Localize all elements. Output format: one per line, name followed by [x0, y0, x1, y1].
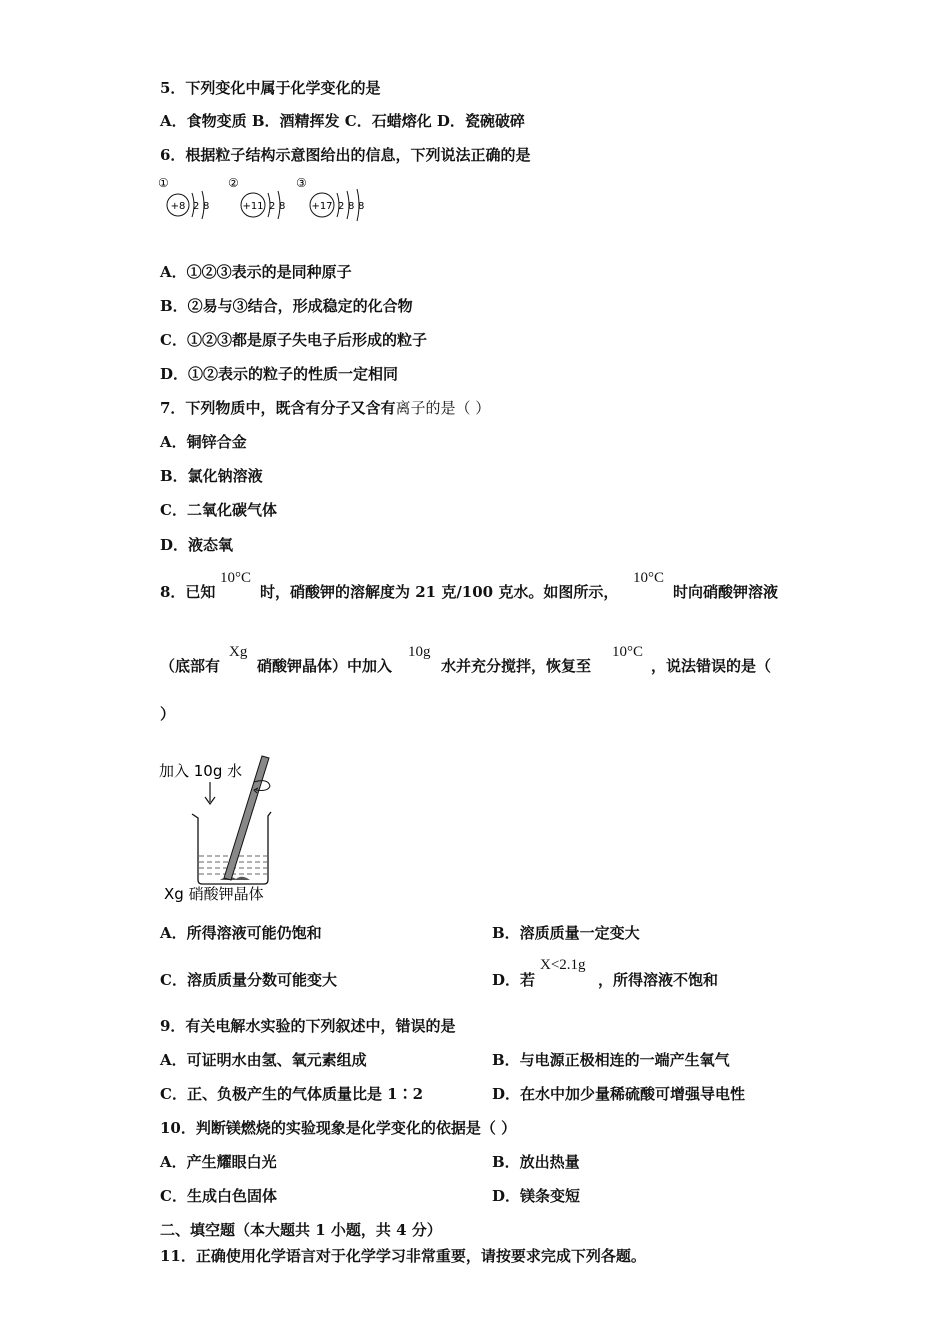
- particle-3-shell-2: 8: [348, 201, 355, 212]
- q7-option-b: B．氯化钠溶液: [160, 467, 263, 485]
- particle-1: [158, 176, 209, 219]
- q9-option-c: C．正、负极产生的气体质量比是 1∶2: [160, 1085, 424, 1103]
- q10-option-a: A．产生耀眼白光: [160, 1153, 277, 1171]
- q6-option-a: A．①②③表示的是同种原子: [160, 263, 352, 281]
- q10-option-b: B．放出热量: [492, 1153, 580, 1171]
- particle-1-shell-1: 2: [193, 201, 200, 212]
- q6-option-d: D．①②表示的粒子的性质一定相同: [160, 365, 399, 383]
- q8-condition: X<2.1g: [540, 957, 586, 973]
- particle-3: [296, 176, 364, 221]
- q8-line3: ）: [160, 705, 176, 723]
- beaker-crystal-label: Xg 硝酸钾晶体: [164, 885, 264, 903]
- q10-option-c: C．生成白色固体: [160, 1187, 277, 1205]
- particle-1-nucleus: +8: [170, 201, 186, 212]
- q7-stem-rest: 离子的是（ ）: [395, 399, 491, 417]
- q9-option-a: A．可证明水由氢、氧元素组成: [160, 1051, 367, 1069]
- q8-option-c: C．溶质质量分数可能变大: [160, 971, 337, 989]
- particle-2-shell-1: 2: [269, 201, 276, 212]
- q5-options: A．食物变质 B．酒精挥发 C．石蜡熔化 D．瓷碗破碎: [160, 112, 525, 130]
- q8-temp-2: 10°C: [633, 570, 665, 586]
- particle-1-shell-2: 8: [203, 201, 210, 212]
- q7-option-a: A．铜锌合金: [160, 433, 247, 451]
- particle-2-shell-2: 8: [279, 201, 286, 212]
- q8-temp-1: 10°C: [220, 570, 252, 586]
- q7-stem: [160, 398, 490, 418]
- q8-line1-a: 8．已知: [160, 583, 216, 601]
- q8-option-d-prefix: D．若: [492, 971, 536, 989]
- q8-line2-d: ，说法错误的是（: [651, 657, 772, 675]
- q8-line2-b: 硝酸钾晶体）中加入: [257, 657, 393, 675]
- q8-line2-c: 水并充分搅拌，恢复至: [441, 657, 592, 675]
- q6-stem: 6．根据粒子结构示意图给出的信息，下列说法正确的是: [160, 146, 531, 164]
- particle-3-nucleus: +17: [311, 201, 333, 212]
- q7-option-c: C．二氧化碳气体: [160, 501, 277, 519]
- q8-option-a: A．所得溶液可能仍饱和: [160, 924, 322, 942]
- q6-option-b: B．②易与③结合，形成稳定的化合物: [160, 297, 413, 315]
- q8-option-b: B．溶质质量一定变大: [492, 924, 640, 942]
- q8-temp-3: 10°C: [612, 644, 644, 660]
- particle-2-nucleus: +11: [242, 201, 264, 212]
- q9-option-b: B．与电源正极相连的一端产生氧气: [492, 1051, 730, 1069]
- q8-10g: 10g: [408, 644, 431, 660]
- q9-option-d: D．在水中加少量稀硫酸可增强导电性: [492, 1085, 746, 1103]
- q8-line1-c: 时向硝酸钾溶液: [673, 583, 779, 601]
- particle-2: [228, 176, 285, 219]
- section-2-heading: 二、填空题（本大题共 1 小题，共 4 分）: [160, 1221, 442, 1239]
- q7-stem-bold: 7．下列物质中，既含有分子又含有: [160, 399, 396, 417]
- beaker-add-water-label: 加入 10g 水: [159, 762, 243, 780]
- q10-option-d: D．镁条变短: [492, 1187, 581, 1205]
- q8-xg: Xg: [229, 644, 248, 660]
- q8-line1-b: 时，硝酸钾的溶解度为 21 克/100 克水。如图所示，: [260, 583, 619, 601]
- particle-1-label: ①: [158, 176, 169, 190]
- particle-structure-diagram: [158, 175, 378, 225]
- q11-stem: 11．正确使用化学语言对于化学学习非常重要，请按要求完成下列各题。: [160, 1247, 646, 1265]
- q8-line2-a: （底部有: [160, 657, 221, 675]
- beaker-figure: [158, 752, 288, 904]
- q9-stem: 9．有关电解水实验的下列叙述中，错误的是: [160, 1017, 456, 1035]
- q10-stem: 10．判断镁燃烧的实验现象是化学变化的依据是（ ）: [160, 1119, 517, 1137]
- q8-option-d-suffix: ，所得溶液不饱和: [598, 971, 719, 989]
- particle-3-shell-3: 8: [358, 201, 365, 212]
- q7-option-d: D．液态氧: [160, 536, 234, 554]
- particle-3-shell-1: 2: [338, 201, 345, 212]
- particle-3-label: ③: [296, 176, 307, 190]
- particle-2-label: ②: [228, 176, 239, 190]
- q6-option-c: C．①②③都是原子失电子后形成的粒子: [160, 331, 427, 349]
- q5-stem: 5．下列变化中属于化学变化的是: [160, 79, 381, 97]
